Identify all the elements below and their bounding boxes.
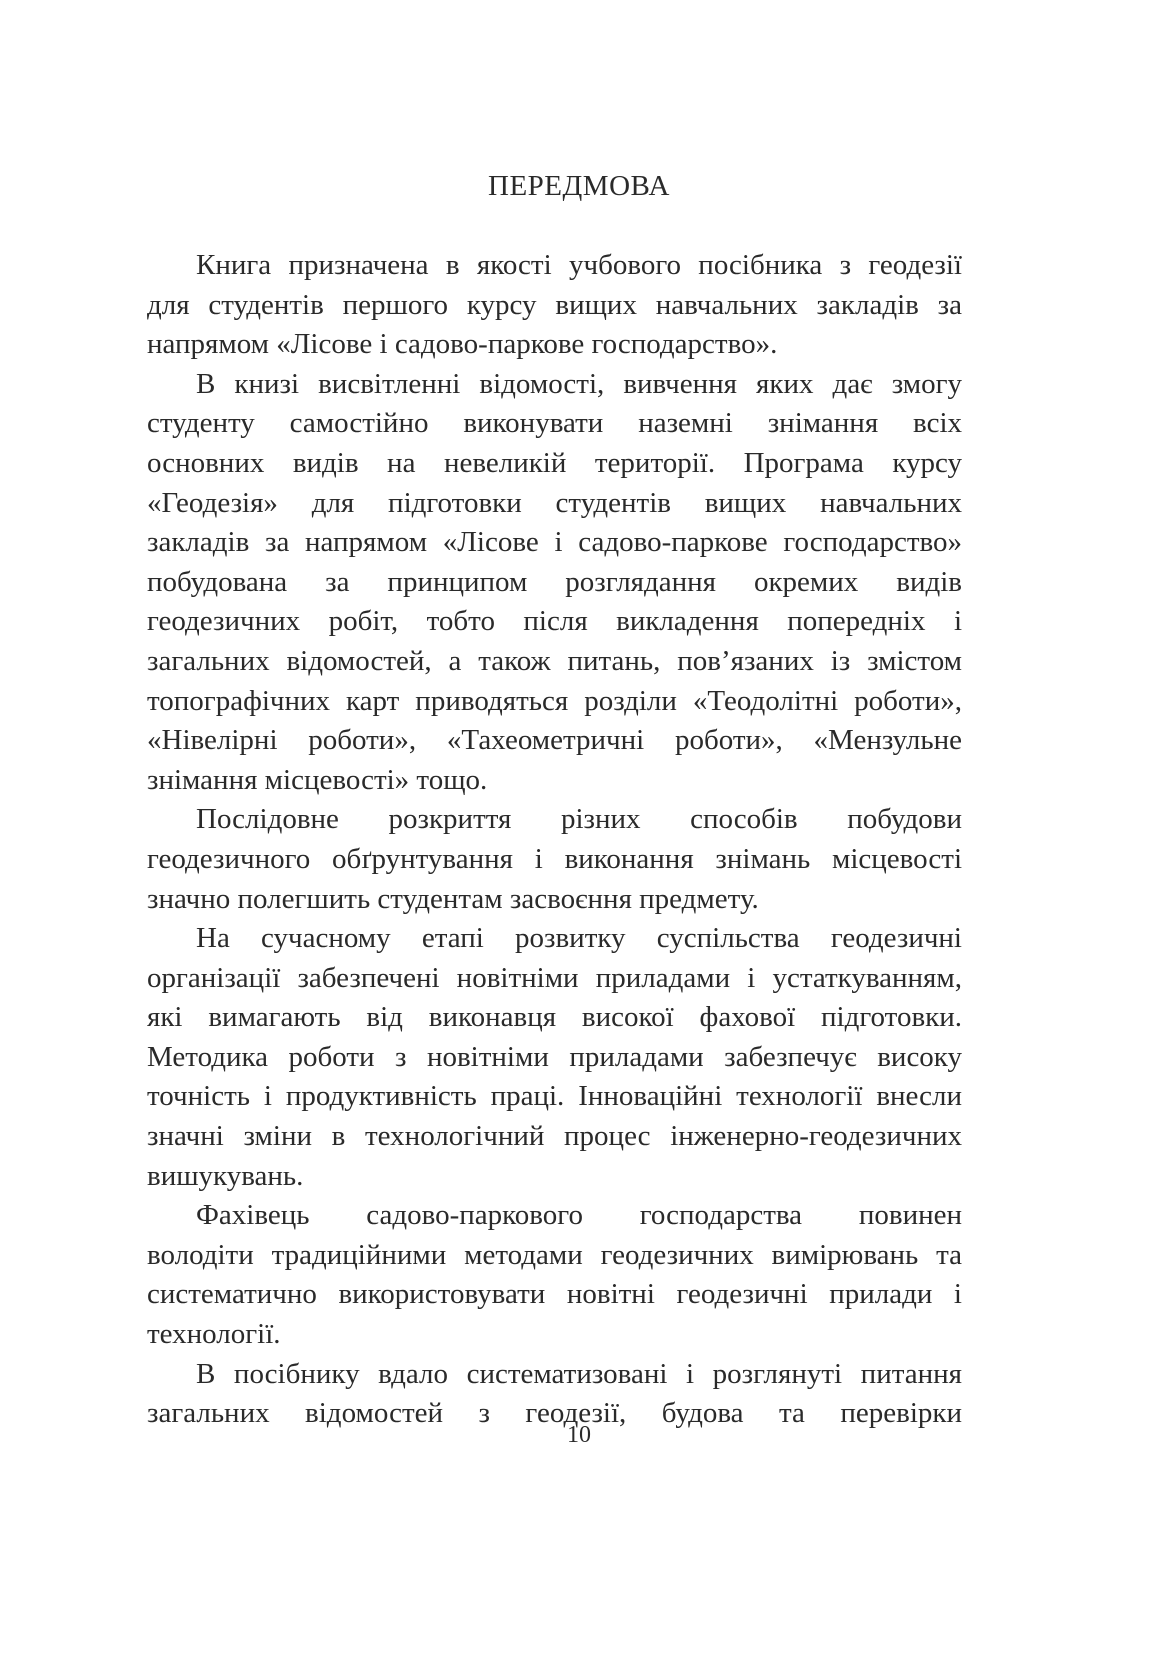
text-line: загальних відомостей, а також питань, пов’язаних із змістом <box>147 644 962 677</box>
text-line: Методика роботи з новітніми приладами забезпечує високу <box>147 1040 962 1073</box>
text-line: геодезичного обґрунтування і виконання знімань місцевості <box>147 842 962 875</box>
text-line: На сучасному етапі розвитку суспільства геодезичні <box>196 922 962 955</box>
text-line: значні зміни в технологічний процес інженерно-геодезичних <box>147 1120 962 1153</box>
text-line: систематично використовувати новітні геодезичні прилади і <box>147 1278 962 1311</box>
text-line: «Геодезія» для підготовки студентів вищих навчальних <box>147 486 962 519</box>
text-line: вишукувань. <box>147 1159 304 1192</box>
text-line: В книзі висвітленні відомості, вивчення яких дає змогу <box>196 367 962 400</box>
text-line: загальних відомостей з геодезії, будова та перевірки <box>147 1397 962 1430</box>
text-line: побудована за принципом розглядання окремих видів <box>147 565 962 598</box>
text-line: геодезичних робіт, тобто після викладення попередніх і <box>147 605 962 638</box>
text-line: точність і продуктивність праці. Інноваційні технології внесли <box>147 1080 962 1113</box>
body-text <box>147 246 962 1434</box>
text-line: Книга призначена в якості учбового посібника з геодезії <box>196 249 962 281</box>
text-line: знімання місцевості» тощо. <box>147 763 488 796</box>
text-line: володіти традиційними методами геодезичних вимірювань та <box>147 1238 962 1271</box>
text-line: які вимагають від виконавця високої фахової підготовки. <box>147 1001 962 1034</box>
text-line: закладів за напрямом «Лісове і садово-паркове господарство» <box>147 526 962 559</box>
paragraph <box>147 919 962 1196</box>
text-line: Фахівець садово-паркового господарства повинен <box>196 1199 962 1232</box>
text-line: «Нівелірні роботи», «Тахеометричні роботи», «Мензульне <box>147 724 962 757</box>
text-line: технології. <box>147 1318 281 1351</box>
text-line: основних видів на невеликій території. Програма курсу <box>147 446 962 479</box>
paragraph <box>147 800 962 919</box>
paragraph <box>147 365 962 801</box>
paragraph <box>147 1196 962 1354</box>
page-title: ПЕРЕДМОВА <box>488 170 670 202</box>
text-line: напрямом «Лісове і садово-паркове господарство». <box>147 328 778 361</box>
text-line: Послідовне розкриття різних способів побудови <box>196 803 962 836</box>
text-line: значно полегшить студентам засвоєння предмету. <box>147 882 759 915</box>
text-line: топографічних карт приводяться розділи «Теодолітні роботи», <box>147 684 962 717</box>
page-number: 10 <box>567 1422 591 1448</box>
paragraph <box>147 246 962 365</box>
text-line: організації забезпечені новітніми приладами і устаткуванням, <box>147 961 962 994</box>
text-line: В посібнику вдало систематизовані і розглянуті питання <box>196 1357 962 1390</box>
text-line: студенту самостійно виконувати наземні знімання всіх <box>147 407 962 440</box>
text-line: для студентів першого курсу вищих навчальних закладів за <box>147 288 962 321</box>
